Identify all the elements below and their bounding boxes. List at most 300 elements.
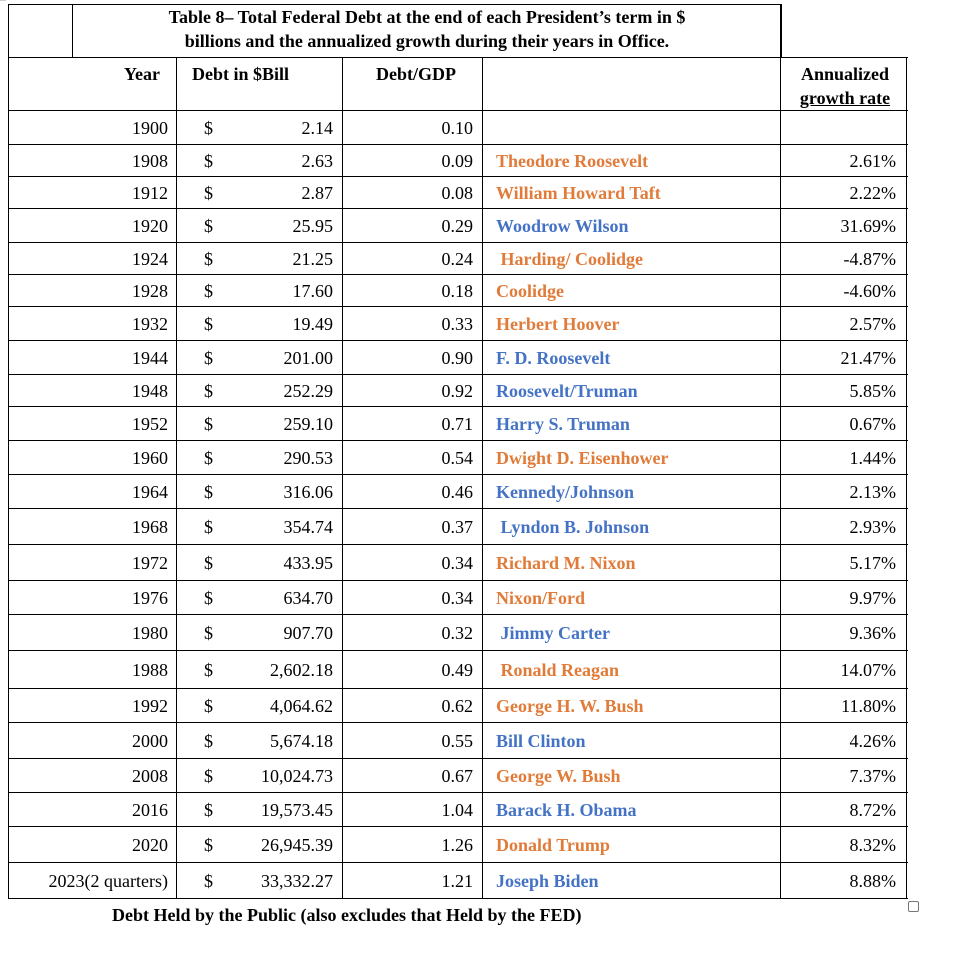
cell-year: 1968 — [132, 517, 168, 537]
cell-president: Roosevelt/Truman — [496, 381, 638, 401]
col-divider-president — [780, 274, 781, 306]
col-divider-year — [176, 580, 177, 614]
row-border — [8, 650, 908, 651]
cell-president: Woodrow Wilson — [496, 216, 629, 236]
cell-debt: 33,332.27 — [261, 871, 333, 891]
col-divider-debt — [342, 110, 343, 144]
col-divider-ratio — [482, 722, 483, 758]
row-border — [8, 440, 908, 441]
cell-president: Harry S. Truman — [496, 414, 630, 434]
resize-handle-icon[interactable] — [908, 901, 919, 912]
cell-debt: 316.06 — [283, 482, 333, 502]
cell-debt: 433.95 — [283, 553, 333, 573]
row-border — [8, 758, 908, 759]
col-divider-debt — [342, 144, 343, 176]
table-footnote: Debt Held by the Public (also excludes that Held by the FED) — [112, 905, 582, 925]
row-left-border — [8, 474, 9, 508]
row-right-border — [906, 508, 907, 544]
row-left-border — [8, 758, 9, 792]
col-divider-ratio — [482, 406, 483, 440]
cell-year: 1920 — [132, 216, 168, 236]
row-right-border — [906, 722, 907, 758]
row-right-border — [906, 862, 907, 898]
col-divider-debt — [342, 544, 343, 580]
cell-debt: 26,945.39 — [261, 835, 333, 855]
col-divider-president — [780, 544, 781, 580]
row-border — [8, 274, 908, 275]
cell-debt-gdp: 0.90 — [441, 348, 473, 368]
col-divider-ratio — [482, 614, 483, 650]
cell-president: Lyndon B. Johnson — [496, 517, 650, 537]
cell-year: 1952 — [132, 414, 168, 434]
cell-debt: 21.25 — [292, 249, 333, 269]
col-divider-president — [780, 374, 781, 406]
col-divider-year — [176, 208, 177, 242]
row-left-border — [8, 208, 9, 242]
row-border — [8, 508, 908, 509]
cell-debt-gdp: 0.49 — [441, 660, 473, 680]
cell-president: Donald Trump — [496, 835, 610, 855]
cell-year: 2000 — [132, 731, 168, 751]
cell-year: 1972 — [132, 553, 168, 573]
col-divider-debt — [342, 722, 343, 758]
cell-growth-rate: 2.57% — [849, 314, 896, 334]
header-debt-gdp: Debt/GDP — [376, 64, 456, 84]
header-divider-year — [176, 57, 177, 110]
cell-year: 1908 — [132, 151, 168, 171]
table-bottom-border — [8, 898, 908, 899]
cell-currency-symbol: $ — [204, 216, 213, 236]
row-left-border — [8, 440, 9, 474]
cell-debt: 354.74 — [283, 517, 333, 537]
row-border — [8, 688, 908, 689]
header-top-border — [8, 57, 780, 58]
row-border — [8, 144, 908, 145]
col-divider-ratio — [482, 176, 483, 208]
col-divider-year — [176, 340, 177, 374]
cell-growth-rate: 4.26% — [849, 731, 896, 751]
cell-debt-gdp: 0.46 — [441, 482, 473, 502]
col-divider-ratio — [482, 208, 483, 242]
col-divider-debt — [342, 242, 343, 274]
row-left-border — [8, 374, 9, 406]
col-divider-ratio — [482, 274, 483, 306]
cell-growth-rate: 31.69% — [840, 216, 896, 236]
col-divider-ratio — [482, 242, 483, 274]
col-divider-president — [780, 474, 781, 508]
cell-debt: 2,602.18 — [270, 660, 333, 680]
cell-currency-symbol: $ — [204, 314, 213, 334]
cell-currency-symbol: $ — [204, 696, 213, 716]
col-divider-year — [176, 722, 177, 758]
cell-president: F. D. Roosevelt — [496, 348, 611, 368]
col-divider-year — [176, 374, 177, 406]
col-divider-debt — [342, 176, 343, 208]
row-left-border — [8, 614, 9, 650]
cell-year: 1992 — [132, 696, 168, 716]
row-left-border — [8, 688, 9, 722]
row-left-border — [8, 508, 9, 544]
row-border — [8, 340, 908, 341]
cell-debt-gdp: 0.09 — [441, 151, 473, 171]
cell-currency-symbol: $ — [204, 766, 213, 786]
col-divider-ratio — [482, 792, 483, 826]
row-left-border — [8, 792, 9, 826]
row-right-border — [906, 474, 907, 508]
row-border — [8, 862, 908, 863]
cell-year: 1924 — [132, 249, 168, 269]
cell-year: 2020 — [132, 835, 168, 855]
cell-growth-rate: 7.37% — [849, 766, 896, 786]
header-divider-debt — [342, 57, 343, 110]
col-divider-president — [780, 110, 781, 144]
header-top-border-right — [780, 57, 908, 58]
cell-debt: 290.53 — [283, 448, 333, 468]
cell-debt-gdp: 0.10 — [441, 118, 473, 138]
col-divider-ratio — [482, 440, 483, 474]
cell-currency-symbol: $ — [204, 281, 213, 301]
cell-president: Coolidge — [496, 281, 565, 301]
row-left-border — [8, 110, 9, 144]
header-year: Year — [124, 64, 160, 84]
cell-president: Barack H. Obama — [496, 800, 637, 820]
col-divider-president — [780, 306, 781, 340]
col-divider-ratio — [482, 144, 483, 176]
cell-debt-gdp: 0.92 — [441, 381, 473, 401]
row-border — [8, 306, 908, 307]
row-right-border — [906, 826, 907, 862]
col-divider-ratio — [482, 688, 483, 722]
row-right-border — [906, 374, 907, 406]
cell-debt-gdp: 0.37 — [441, 517, 473, 537]
row-right-border — [906, 544, 907, 580]
row-left-border — [8, 274, 9, 306]
cell-currency-symbol: $ — [204, 183, 213, 203]
col-divider-president — [780, 242, 781, 274]
row-right-border — [906, 580, 907, 614]
row-left-border — [8, 242, 9, 274]
cell-growth-rate: 1.44% — [849, 448, 896, 468]
cell-year: 1976 — [132, 588, 168, 608]
cell-debt: 5,674.18 — [270, 731, 333, 751]
table-title-line-2: billions and the annualized growth during their years in Office. — [184, 31, 670, 51]
col-divider-debt — [342, 440, 343, 474]
cell-year: 1912 — [132, 183, 168, 203]
col-divider-debt — [342, 688, 343, 722]
cell-debt: 17.60 — [292, 281, 333, 301]
col-divider-year — [176, 242, 177, 274]
row-left-border — [8, 826, 9, 862]
col-divider-year — [176, 508, 177, 544]
cell-debt: 259.10 — [283, 414, 333, 434]
row-border — [8, 208, 908, 209]
cell-debt-gdp: 0.62 — [441, 696, 473, 716]
col-divider-debt — [342, 374, 343, 406]
row-right-border — [906, 792, 907, 826]
cell-year: 2023(2 quarters) — [48, 871, 168, 891]
col-divider-year — [176, 688, 177, 722]
cell-debt-gdp: 0.24 — [441, 249, 473, 269]
col-divider-ratio — [482, 110, 483, 144]
col-divider-year — [176, 544, 177, 580]
col-divider-ratio — [482, 758, 483, 792]
col-divider-debt — [342, 306, 343, 340]
row-left-border — [8, 580, 9, 614]
col-divider-ratio — [482, 374, 483, 406]
cell-currency-symbol: $ — [204, 588, 213, 608]
row-right-border — [906, 758, 907, 792]
col-divider-debt — [342, 792, 343, 826]
col-divider-debt — [342, 508, 343, 544]
cell-debt-gdp: 0.33 — [441, 314, 473, 334]
cell-debt: 634.70 — [283, 588, 333, 608]
row-border — [8, 374, 908, 375]
cell-currency-symbol: $ — [204, 414, 213, 434]
col-divider-debt — [342, 340, 343, 374]
row-left-border — [8, 406, 9, 440]
cell-debt-gdp: 0.08 — [441, 183, 473, 203]
col-divider-president — [780, 614, 781, 650]
col-divider-president — [780, 406, 781, 440]
row-right-border — [906, 176, 907, 208]
col-divider-year — [176, 792, 177, 826]
cell-president: Nixon/Ford — [496, 588, 586, 608]
header-right-border — [906, 57, 907, 110]
cell-growth-rate: 0.67% — [849, 414, 896, 434]
row-right-border — [906, 688, 907, 722]
col-divider-president — [780, 176, 781, 208]
row-border — [8, 722, 908, 723]
col-divider-year — [176, 274, 177, 306]
row-left-border — [8, 722, 9, 758]
col-divider-year — [176, 406, 177, 440]
cell-debt: 2.63 — [301, 151, 333, 171]
cell-currency-symbol: $ — [204, 553, 213, 573]
cell-debt-gdp: 0.32 — [441, 623, 473, 643]
header-growth-line-1: Annualized — [800, 64, 890, 84]
cell-growth-rate: 14.07% — [840, 660, 896, 680]
col-divider-year — [176, 306, 177, 340]
col-divider-debt — [342, 614, 343, 650]
cell-year: 1900 — [132, 118, 168, 138]
cell-growth-rate: 11.80% — [841, 696, 896, 716]
row-right-border — [906, 242, 907, 274]
row-right-border — [906, 406, 907, 440]
cell-currency-symbol: $ — [204, 151, 213, 171]
cell-currency-symbol: $ — [204, 249, 213, 269]
row-right-border — [906, 614, 907, 650]
row-right-border — [906, 440, 907, 474]
cell-growth-rate: -4.87% — [843, 249, 896, 269]
col-divider-ratio — [482, 508, 483, 544]
col-divider-year — [176, 110, 177, 144]
row-border — [8, 544, 908, 545]
cell-debt: 4,064.62 — [270, 696, 333, 716]
cell-currency-symbol: $ — [204, 623, 213, 643]
cell-year: 1932 — [132, 314, 168, 334]
col-divider-president — [780, 508, 781, 544]
cell-year: 1988 — [132, 660, 168, 680]
cell-debt: 2.14 — [301, 118, 333, 138]
cell-growth-rate: 2.61% — [849, 151, 896, 171]
col-divider-ratio — [482, 826, 483, 862]
row-left-border — [8, 306, 9, 340]
col-divider-ratio — [482, 474, 483, 508]
row-left-border — [8, 176, 9, 208]
row-left-border — [8, 544, 9, 580]
cell-currency-symbol: $ — [204, 517, 213, 537]
table-title-line-1: Table 8– Total Federal Debt at the end of each President’s term in $ — [168, 7, 686, 27]
col-divider-year — [176, 614, 177, 650]
col-divider-debt — [342, 208, 343, 242]
cell-debt-gdp: 0.67 — [441, 766, 473, 786]
row-border — [8, 242, 908, 243]
cell-debt: 201.00 — [283, 348, 333, 368]
col-divider-president — [780, 792, 781, 826]
cell-currency-symbol: $ — [204, 800, 213, 820]
row-right-border — [906, 208, 907, 242]
cell-debt-gdp: 0.34 — [441, 553, 473, 573]
col-divider-president — [780, 688, 781, 722]
row-border — [8, 110, 908, 111]
cell-currency-symbol: $ — [204, 835, 213, 855]
cell-president: Kennedy/Johnson — [496, 482, 635, 502]
col-divider-year — [176, 758, 177, 792]
cell-debt: 25.95 — [292, 216, 333, 236]
col-divider-ratio — [482, 340, 483, 374]
col-divider-year — [176, 144, 177, 176]
cell-debt-gdp: 0.55 — [441, 731, 473, 751]
cell-debt: 19.49 — [292, 314, 333, 334]
cell-debt-gdp: 0.54 — [441, 448, 473, 468]
col-divider-president — [780, 862, 781, 898]
cell-president: Jimmy Carter — [496, 623, 610, 643]
col-divider-year — [176, 862, 177, 898]
col-divider-president — [780, 440, 781, 474]
row-border — [8, 406, 908, 407]
cell-debt: 19,573.45 — [261, 800, 333, 820]
col-divider-president — [780, 144, 781, 176]
col-divider-ratio — [482, 544, 483, 580]
cell-currency-symbol: $ — [204, 660, 213, 680]
cell-debt-gdp: 1.21 — [441, 871, 473, 891]
cell-growth-rate: 2.93% — [849, 517, 896, 537]
cell-year: 1928 — [132, 281, 168, 301]
col-divider-year — [176, 440, 177, 474]
col-divider-year — [176, 826, 177, 862]
col-divider-debt — [342, 650, 343, 688]
cell-debt-gdp: 1.04 — [441, 800, 473, 820]
cell-president: Ronald Reagan — [496, 660, 620, 680]
col-divider-president — [780, 826, 781, 862]
cell-growth-rate: 5.85% — [849, 381, 896, 401]
cell-currency-symbol: $ — [204, 482, 213, 502]
cell-growth-rate: 5.17% — [849, 553, 896, 573]
cell-growth-rate: 2.13% — [849, 482, 896, 502]
row-right-border — [906, 340, 907, 374]
cell-currency-symbol: $ — [204, 118, 213, 138]
cell-debt-gdp: 0.29 — [441, 216, 473, 236]
col-divider-debt — [342, 826, 343, 862]
cell-president: Herbert Hoover — [496, 314, 620, 334]
cell-president: William Howard Taft — [496, 183, 661, 203]
col-divider-debt — [342, 274, 343, 306]
col-divider-president — [780, 208, 781, 242]
cell-year: 1964 — [132, 482, 168, 502]
cell-currency-symbol: $ — [204, 448, 213, 468]
cell-debt-gdp: 0.34 — [441, 588, 473, 608]
cell-growth-rate: 2.22% — [849, 183, 896, 203]
cell-president: Bill Clinton — [496, 731, 586, 751]
cell-president: Joseph Biden — [496, 871, 599, 891]
cell-debt-gdp: 1.26 — [441, 835, 473, 855]
row-border — [8, 792, 908, 793]
cell-president: George W. Bush — [496, 766, 621, 786]
cell-debt-gdp: 0.71 — [441, 414, 473, 434]
row-left-border — [8, 144, 9, 176]
row-right-border — [906, 110, 907, 144]
cell-debt: 252.29 — [283, 381, 333, 401]
col-divider-president — [780, 722, 781, 758]
row-border — [8, 826, 908, 827]
cell-year: 2008 — [132, 766, 168, 786]
row-left-border — [8, 650, 9, 688]
header-divider-president — [780, 57, 781, 110]
cell-president: George H. W. Bush — [496, 696, 644, 716]
cell-currency-symbol: $ — [204, 871, 213, 891]
row-right-border — [906, 274, 907, 306]
col-divider-ratio — [482, 580, 483, 614]
cell-year: 1944 — [132, 348, 168, 368]
col-divider-debt — [342, 862, 343, 898]
cell-year: 1960 — [132, 448, 168, 468]
row-right-border — [906, 144, 907, 176]
col-divider-debt — [342, 758, 343, 792]
row-border — [8, 614, 908, 615]
cell-year: 2016 — [132, 800, 168, 820]
row-right-border — [906, 306, 907, 340]
cell-president: Theodore Roosevelt — [496, 151, 649, 171]
cell-growth-rate: 21.47% — [840, 348, 896, 368]
cell-year: 1948 — [132, 381, 168, 401]
row-left-border — [8, 862, 9, 898]
cell-growth-rate: 9.36% — [849, 623, 896, 643]
header-growth-line-2: growth rate — [799, 88, 891, 108]
row-right-border — [906, 650, 907, 688]
col-divider-year — [176, 176, 177, 208]
row-left-border — [8, 340, 9, 374]
col-divider-ratio — [482, 306, 483, 340]
header-debt: Debt in $Bill — [192, 64, 290, 84]
col-divider-ratio — [482, 862, 483, 898]
cell-currency-symbol: $ — [204, 348, 213, 368]
cell-growth-rate: -4.60% — [843, 281, 896, 301]
cell-president: Harding/ Coolidge — [496, 249, 644, 269]
col-divider-ratio — [482, 650, 483, 688]
col-divider-year — [176, 474, 177, 508]
row-border — [8, 176, 908, 177]
col-divider-president — [780, 340, 781, 374]
cell-president: Richard M. Nixon — [496, 553, 636, 573]
col-divider-debt — [342, 406, 343, 440]
title-right-border — [780, 4, 781, 57]
col-divider-president — [780, 758, 781, 792]
cell-debt-gdp: 0.18 — [441, 281, 473, 301]
col-divider-year — [176, 650, 177, 688]
cell-president: Dwight D. Eisenhower — [496, 448, 669, 468]
cell-year: 1980 — [132, 623, 168, 643]
col-divider-debt — [342, 474, 343, 508]
